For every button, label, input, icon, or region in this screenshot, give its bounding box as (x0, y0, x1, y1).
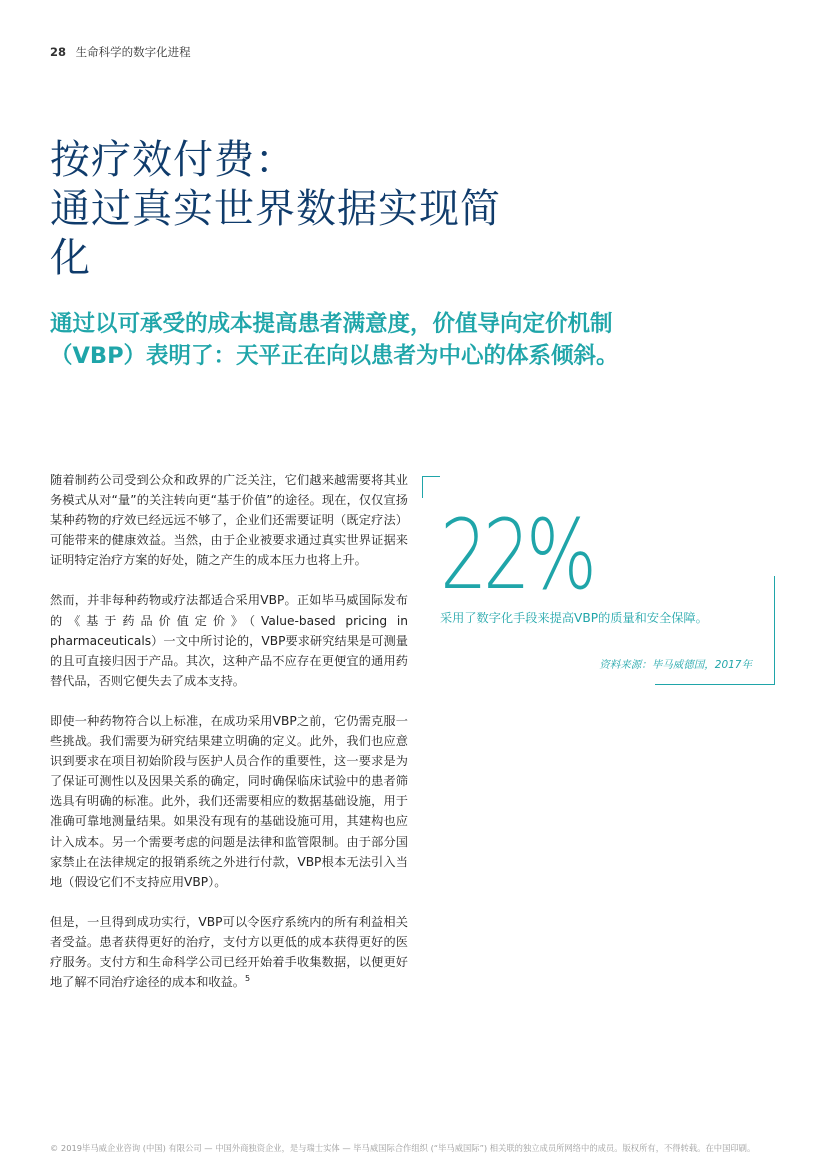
frame-right-rule (774, 576, 775, 685)
running-header (50, 44, 191, 60)
footnote-marker: 5 (245, 974, 251, 983)
frame-left-rule (422, 476, 423, 498)
body-text (50, 470, 408, 1012)
frame-top-left-rule (422, 476, 440, 477)
page-subtitle (50, 308, 710, 372)
body-paragraph-1: 随着制药公司受到公众和政界的广泛关注，它们越来越需要将其业务模式从对“量”的关注转向更“基于价值”的途径。现在，仅仅宣扬某种药物的疗效已经远远不够了，企业们还需要证明（既定疗法）可能带来的健康效益。当然，由于企业被要求通过真实世界证据来证明特定治疗方案的好处，随之产生的成本压力也将上升。 (50, 473, 408, 568)
source-note: 资料来源：毕马威德国，2017年 (599, 659, 752, 671)
body-paragraph-3: 即使一种药物符合以上标准，在成功采用VBP之前，它仍需克服一些挑战。我们需要为研究结果建立明确的定义。此外，我们也应意识到要求在项目初始阶段与医护人员合作的重要性，这一要求是为了保证可测性以及因果关系的确定，同时确保临床试验中的患者筛选具有明确的标准。此外，我们还需要相应的数据基础设施，用于准确可靠地测量结果。如果没有现有的基础设施可用，其建构也应计入成本。另一个需要考虑的问题是法律和监管限制。由于部分国家禁止在法律规定的报销系统之外进行付款，VBP根本无法引入当地（假设它们不支持应用VBP）。 (50, 713, 408, 889)
frame-bottom-rule (655, 684, 775, 685)
stat-caption: 采用了数字化手段来提高VBP的质量和安全保障。 (440, 611, 708, 625)
body-paragraph-4 (50, 912, 408, 992)
page-title (50, 136, 570, 283)
title-line-1: 按疗效付费： (50, 137, 296, 183)
body-paragraph-2: 然而，并非每种药物或疗法都适合采用VBP。正如毕马威国际发布的《基于药品价值定价》（Value-based pricing in pharmaceuticals）一文中所讨论的，VBP要求研究结果是可测量的且可直接归因于产品。其次，这种产品不应存在更便宜的通用药替代品，否则它便失去了成本支持。 (50, 593, 408, 688)
section-title: 生命科学的数字化进程 (75, 45, 191, 59)
title-line-2: 通过真实世界数据实现简 (50, 186, 501, 232)
subtitle-line-1: 通过以可承受的成本提高患者满意度，价值导向定价机制 (50, 311, 613, 337)
page-number: 28 (50, 45, 67, 59)
title-line-3: 化 (50, 235, 91, 281)
subtitle-line-2: （VBP）表明了：天平正在向以患者为中心的体系倾斜。 (50, 343, 619, 369)
copyright-footer: © 2019毕马威企业咨询 (中国) 有限公司 — 中国外商独资企业，是与瑞士实体 — 毕马威国际合作组织 (“毕马威国际”) 相关联的独立成员所网络中的成员。版权所有，不得转载。在中国印刷。 (50, 1143, 756, 1153)
stat-value: 22% (440, 499, 593, 611)
body-paragraph-4-text: 但是，一旦得到成功实行，VBP可以令医疗系统内的所有利益相关者受益。患者获得更好的治疗，支付方以更低的成本获得更好的医疗服务。支付方和生命科学公司已经开始着手收集数据，以便更好地了解不同治疗途径的成本和收益。 (50, 914, 408, 990)
